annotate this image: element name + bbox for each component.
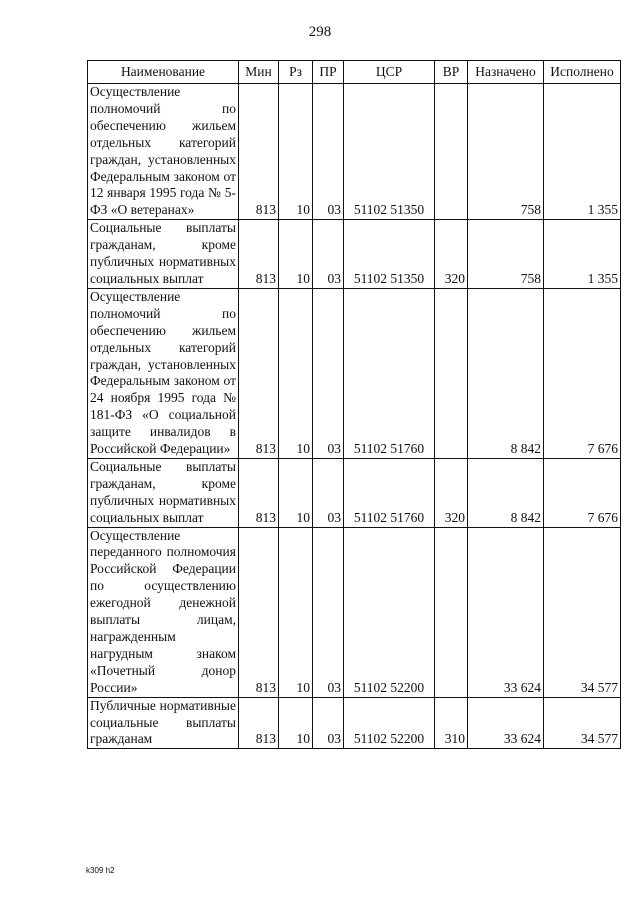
table-row	[88, 697, 621, 749]
row-rz: 10	[279, 84, 313, 220]
header-vr: ВР	[435, 61, 468, 84]
footer-code: k309 h2	[86, 866, 115, 875]
row-vr	[435, 288, 468, 458]
row-assigned: 758	[468, 220, 544, 289]
header-executed: Исполнено	[544, 61, 621, 84]
header-rz: Рз	[279, 61, 313, 84]
row-csr: 51102 52200	[344, 697, 435, 749]
row-name: Социальные выплаты гражданам, кроме публичных нормативных социальных выплат	[88, 458, 239, 527]
row-name: Осуществление полномочий по обеспечению жильем отдельных категорий граждан, установленных Федеральным законом от 12 января 1995 года № 5-ФЗ «О ветеранах»	[88, 84, 239, 220]
row-name: Социальные выплаты гражданам, кроме публичных нормативных социальных выплат	[88, 220, 239, 289]
header-name: Наименование	[88, 61, 239, 84]
row-min: 813	[239, 288, 279, 458]
row-pr: 03	[313, 527, 344, 697]
row-assigned: 8 842	[468, 458, 544, 527]
row-pr: 03	[313, 697, 344, 749]
row-executed: 34 577	[544, 527, 621, 697]
row-pr: 03	[313, 288, 344, 458]
row-pr: 03	[313, 84, 344, 220]
row-executed: 7 676	[544, 288, 621, 458]
row-vr: 320	[435, 458, 468, 527]
row-executed: 34 577	[544, 697, 621, 749]
row-name: Осуществление переданного полномочия Российской Федерации по осуществлению ежегодной денежной выплаты лицам, награжденным нагрудным знаком «Почетный донор России»	[88, 527, 239, 697]
table-row	[88, 84, 621, 220]
budget-table	[87, 60, 621, 749]
header-pr: ПР	[313, 61, 344, 84]
page-number: 298	[308, 24, 332, 40]
row-executed: 1 355	[544, 84, 621, 220]
header-csr: ЦСР	[344, 61, 435, 84]
row-assigned: 758	[468, 84, 544, 220]
row-min: 813	[239, 84, 279, 220]
row-rz: 10	[279, 527, 313, 697]
row-vr	[435, 527, 468, 697]
table-row	[88, 458, 621, 527]
row-csr: 51102 51350	[344, 220, 435, 289]
table-header-row	[88, 61, 621, 84]
row-rz: 10	[279, 220, 313, 289]
table-row	[88, 288, 621, 458]
row-executed: 1 355	[544, 220, 621, 289]
row-pr: 03	[313, 458, 344, 527]
row-min: 813	[239, 527, 279, 697]
table-row	[88, 220, 621, 289]
row-executed: 7 676	[544, 458, 621, 527]
row-rz: 10	[279, 288, 313, 458]
row-csr: 51102 51350	[344, 84, 435, 220]
row-rz: 10	[279, 458, 313, 527]
table-row	[88, 527, 621, 697]
row-assigned: 33 624	[468, 697, 544, 749]
row-csr: 51102 52200	[344, 527, 435, 697]
row-csr: 51102 51760	[344, 288, 435, 458]
row-vr	[435, 84, 468, 220]
row-vr: 320	[435, 220, 468, 289]
row-min: 813	[239, 220, 279, 289]
header-min: Мин	[239, 61, 279, 84]
row-min: 813	[239, 697, 279, 749]
row-min: 813	[239, 458, 279, 527]
header-assigned: Назначено	[468, 61, 544, 84]
row-vr: 310	[435, 697, 468, 749]
row-assigned: 8 842	[468, 288, 544, 458]
row-name: Осуществление полномочий по обеспечению жильем отдельных категорий граждан, установленных Федеральным законом от 24 ноября 1995 года № 181-ФЗ «О социальной защите инвалидов в Российской Федерации»	[88, 288, 239, 458]
row-assigned: 33 624	[468, 527, 544, 697]
row-pr: 03	[313, 220, 344, 289]
row-rz: 10	[279, 697, 313, 749]
row-csr: 51102 51760	[344, 458, 435, 527]
row-name: Публичные нормативные социальные выплаты гражданам	[88, 697, 239, 749]
